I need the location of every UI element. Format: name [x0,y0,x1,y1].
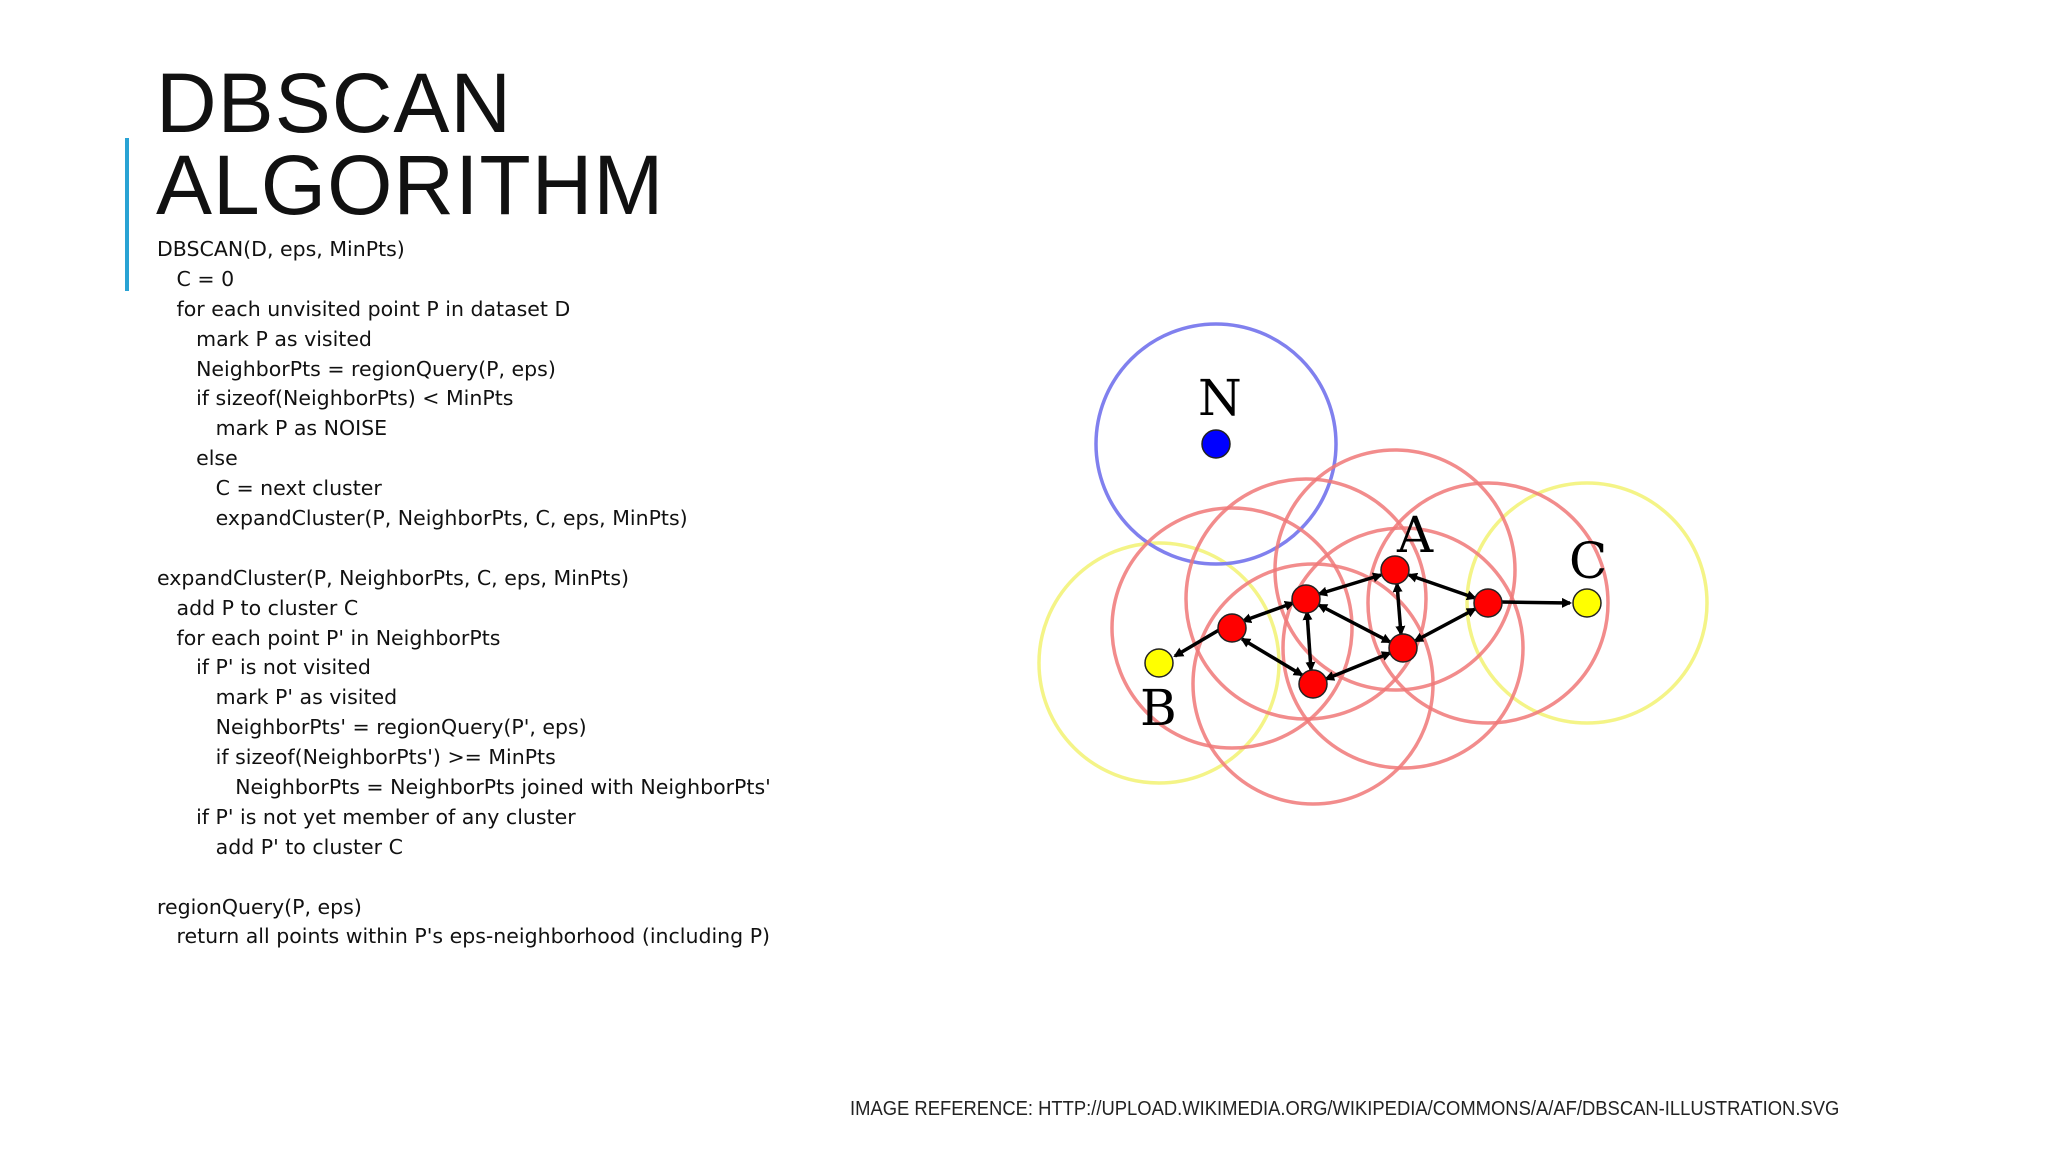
pseudocode-line: C = 0 [157,266,235,291]
label-a: A [1397,506,1434,564]
core-point [1218,614,1246,642]
pseudocode-line: C = next cluster [157,476,382,501]
pseudocode-line: for each unvisited point P in dataset D [157,296,571,321]
slide-title [156,56,665,232]
noise-point-n [1202,430,1230,458]
pseudocode-blank-line [157,863,771,893]
pseudocode-line: mark P as visited [157,326,372,351]
pseudocode-line: expandCluster(P, NeighborPts, C, eps, MinPts) [157,506,688,531]
border-point-c [1573,589,1601,617]
pseudocode-line: expandCluster(P, NeighborPts, C, eps, MinPts) [157,565,630,590]
reachability-arrow [1319,575,1381,594]
core-point [1389,634,1417,662]
reachability-arrow [1326,653,1390,679]
border-point-b [1145,649,1173,677]
pseudocode-line: NeighborPts = regionQuery(P, eps) [157,356,556,381]
image-reference: IMAGE REFERENCE: HTTP://UPLOAD.WIKIMEDIA.ORG/WIKIPEDIA/COMMONS/A/AF/DBSCAN-ILLUSTRATION.SVG [850,1098,1840,1120]
reachability-arrow [1502,602,1570,603]
reachability-arrow [1409,575,1475,598]
pseudocode-line: for each point P' in NeighborPts [157,625,501,650]
pseudocode-line: if P' is not visited [157,655,371,680]
pseudocode-line: DBSCAN(D, eps, MinPts) [157,237,405,261]
pseudocode-line: mark P' as visited [157,685,398,710]
pseudocode-line: add P' to cluster C [157,834,403,859]
reachability-arrow [1319,605,1390,642]
pseudocode-line: NeighborPts' = regionQuery(P', eps) [157,715,587,740]
title-accent-bar [125,138,129,291]
pseudocode-block [157,235,771,952]
slide-title-line-1: DBSCAN [156,56,513,150]
reachability-arrow [1397,584,1401,634]
core-point [1292,585,1320,613]
pseudocode-line: if P' is not yet member of any cluster [157,804,576,829]
core-point [1474,589,1502,617]
dbscan-diagram [1000,285,1780,835]
pseudocode-line: return all points within P's eps-neighborhood (including P) [157,924,771,949]
pseudocode-line: mark P as NOISE [157,416,388,441]
pseudocode-line: else [157,446,238,471]
pseudocode-line: if sizeof(NeighborPts') >= MinPts [157,745,556,770]
pseudocode-line: regionQuery(P, eps) [157,894,362,919]
slide-title-line-2: ALGORITHM [156,138,665,232]
pseudocode-line: add P to cluster C [157,595,359,620]
label-n: N [1198,369,1242,427]
reachability-arrow [1307,612,1311,670]
label-b: B [1140,679,1177,737]
pseudocode-blank-line [157,534,771,564]
core-point [1299,670,1327,698]
pseudocode-line: if sizeof(NeighborPts) < MinPts [157,386,514,411]
reachability-arrow [1242,639,1302,675]
label-c: C [1569,532,1608,590]
pseudocode-line: NeighborPts = NeighborPts joined with NeighborPts' [157,775,771,800]
